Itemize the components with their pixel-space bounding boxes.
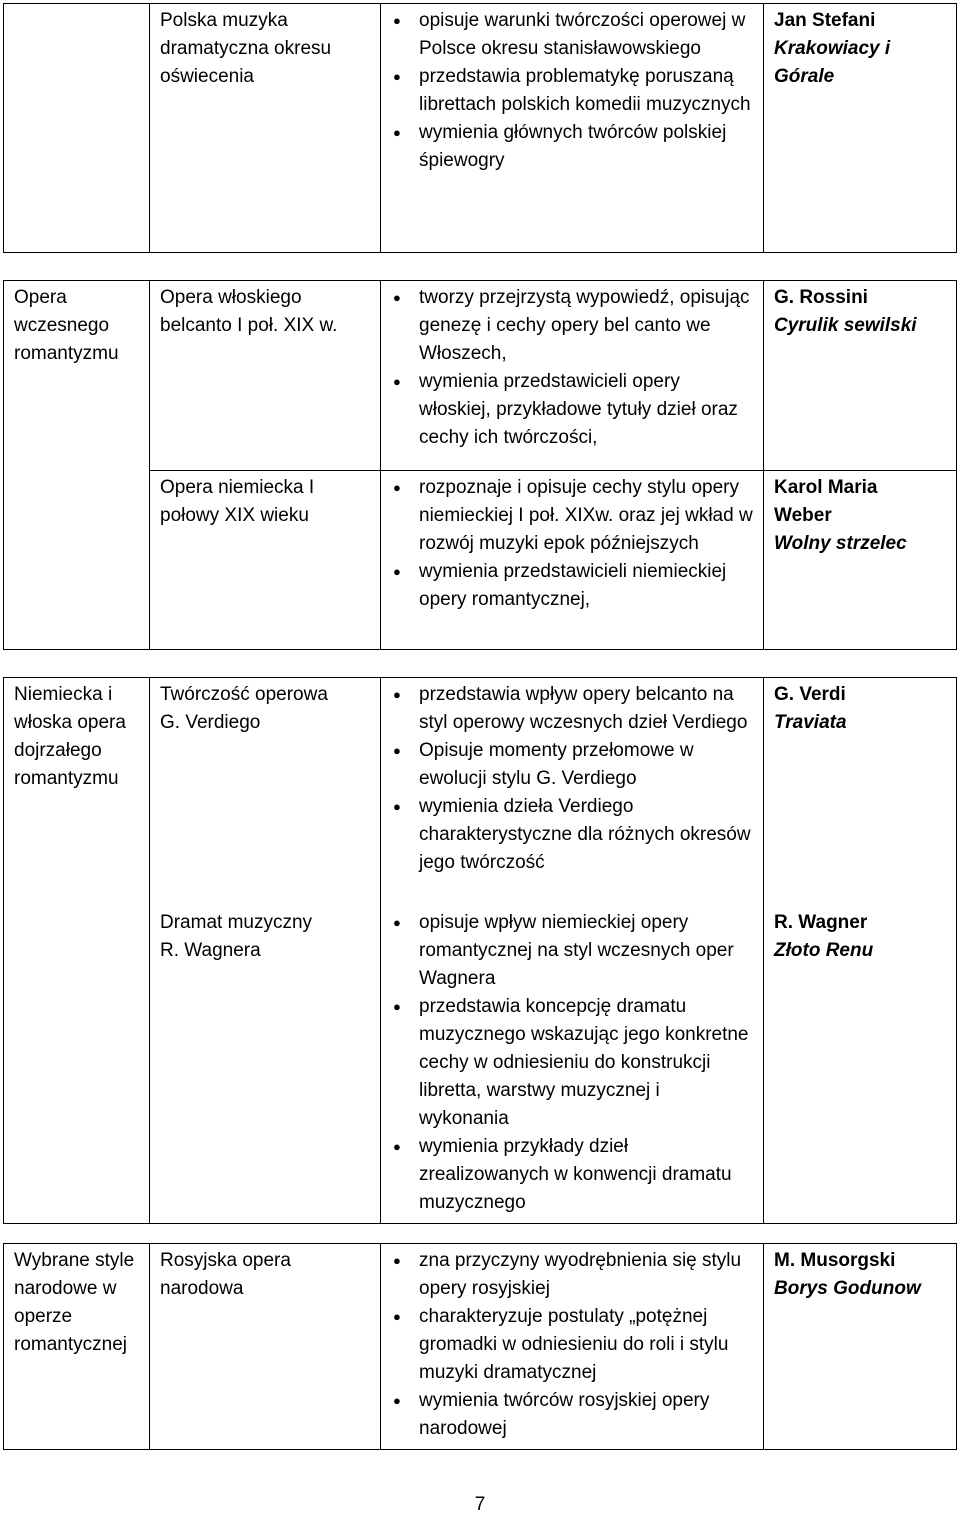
list-item: ● wymienia twórców rosyjskiej opery narodowej — [391, 1387, 753, 1443]
topic-cell — [150, 906, 381, 1224]
section-cell — [4, 4, 150, 253]
outcomes-cell — [381, 906, 764, 1224]
composer-name: R. Wagner — [774, 911, 868, 933]
curriculum-table-4 — [3, 1243, 957, 1450]
repertoire-cell — [764, 1244, 957, 1450]
repertoire-cell — [764, 678, 957, 906]
list-item: ● przedstawia wpływ opery belcanto na styl operowy wczesnych dzieł Verdiego — [391, 681, 753, 737]
outcomes-cell — [381, 4, 764, 253]
composer-name: M. Musorgski — [774, 1250, 896, 1271]
topic-cell — [150, 678, 381, 906]
composer-name: Jan Stefani — [774, 10, 876, 31]
repertoire-cell — [764, 471, 957, 650]
list-item: ● wymienia przedstawicieli niemieckiej opery romantycznej, — [391, 558, 753, 614]
composer-name: G. Rossini — [774, 287, 868, 308]
table-row — [4, 1244, 957, 1450]
topic-cell: Polska muzyka dramatyczna okresu oświecenia — [150, 4, 381, 253]
section-cell: Wybrane style narodowe w operze romantycznej — [4, 1244, 150, 1450]
list-item: ● opisuje wpływ niemieckiej opery romantycznej na styl wczesnych oper Wagnera — [391, 909, 753, 993]
curriculum-table-1 — [3, 3, 957, 253]
curriculum-table-2 — [3, 280, 957, 650]
outcomes-cell — [381, 678, 764, 906]
work-title: Złoto Renu — [774, 939, 874, 961]
list-item: ● wymienia przedstawicieli opery włoskiej, przykładowe tytuły dzieł oraz cechy ich twórczości, — [391, 368, 753, 452]
list-item: ● przedstawia koncepcję dramatu muzycznego wskazując jego konkretne cechy w odniesieniu do konstrukcji libretta, warstwy muzycznej i wykonania — [391, 993, 753, 1133]
topic-text: Rosyjska opera narodowa — [160, 1250, 291, 1299]
repertoire-cell — [764, 4, 957, 253]
work-title: Wolny strzelec — [774, 533, 907, 554]
list-item: ● wymienia dzieła Verdiego charakterystyczne dla różnych okresów jego twórczość — [391, 793, 753, 877]
list-item: ● rozpoznaje i opisuje cechy stylu opery niemieckiej I poł. XIXw. oraz jej wkład w rozwój muzyki epok późniejszych — [391, 474, 753, 558]
table-row — [4, 4, 957, 253]
topic-cell: Opera niemiecka I połowy XIX wieku — [150, 471, 381, 650]
topic-cell: Opera włoskiego belcanto I poł. XIX w. — [150, 281, 381, 471]
page-number: 7 — [474, 1494, 486, 1515]
section-cell: Opera wczesnego romantyzmu — [4, 281, 150, 650]
list-item: ● wymienia przykłady dzieł zrealizowanych w konwencji dramatu muzycznego — [391, 1133, 753, 1217]
outcomes-list — [391, 1247, 753, 1443]
composer-name: Karol Maria Weber — [774, 477, 878, 526]
work-title: Krakowiacy i Górale — [774, 38, 891, 87]
table-row — [4, 678, 957, 906]
topic-text: Dramat muzyczny R. Wagnera — [160, 911, 313, 961]
outcomes-list — [391, 474, 753, 614]
outcomes-list — [391, 7, 753, 175]
outcomes-list — [391, 909, 753, 1217]
composer-name: G. Verdi — [774, 684, 846, 705]
outcomes-cell — [381, 281, 764, 471]
section-cell: Niemiecka i włoska opera dojrzałego romantyzmu — [4, 678, 150, 1224]
outcomes-list — [391, 681, 753, 877]
curriculum-table-3 — [3, 677, 957, 1224]
repertoire-cell — [764, 281, 957, 471]
list-item: ● przedstawia problematykę poruszaną librettach polskich komedii muzycznych — [391, 63, 753, 119]
list-item: ● zna przyczyny wyodrębnienia się stylu opery rosyjskiej — [391, 1247, 753, 1303]
topic-cell — [150, 1244, 381, 1450]
work-title: Borys Godunow — [774, 1278, 921, 1299]
outcomes-cell — [381, 1244, 764, 1450]
outcomes-cell — [381, 471, 764, 650]
table-row — [4, 281, 957, 471]
work-title: Traviata — [774, 712, 847, 733]
topic-text: Twórczość operowa G. Verdiego — [160, 684, 328, 733]
work-title: Cyrulik sewilski — [774, 315, 917, 336]
outcomes-list — [391, 284, 753, 452]
list-item: ● opisuje warunki twórczości operowej w Polsce okresu stanisławowskiego — [391, 7, 753, 63]
list-item: ● tworzy przejrzystą wypowiedź, opisując genezę i cechy opery bel canto we Włoszech, — [391, 284, 753, 368]
list-item: ● charakteryzuje postulaty „potężnej gromadki w odniesieniu do roli i stylu muzyki dramatycznej — [391, 1303, 753, 1387]
repertoire-cell — [764, 906, 957, 1224]
list-item: ● wymienia głównych twórców polskiej śpiewogry — [391, 119, 753, 175]
list-item: ● Opisuje momenty przełomowe w ewolucji stylu G. Verdiego — [391, 737, 753, 793]
